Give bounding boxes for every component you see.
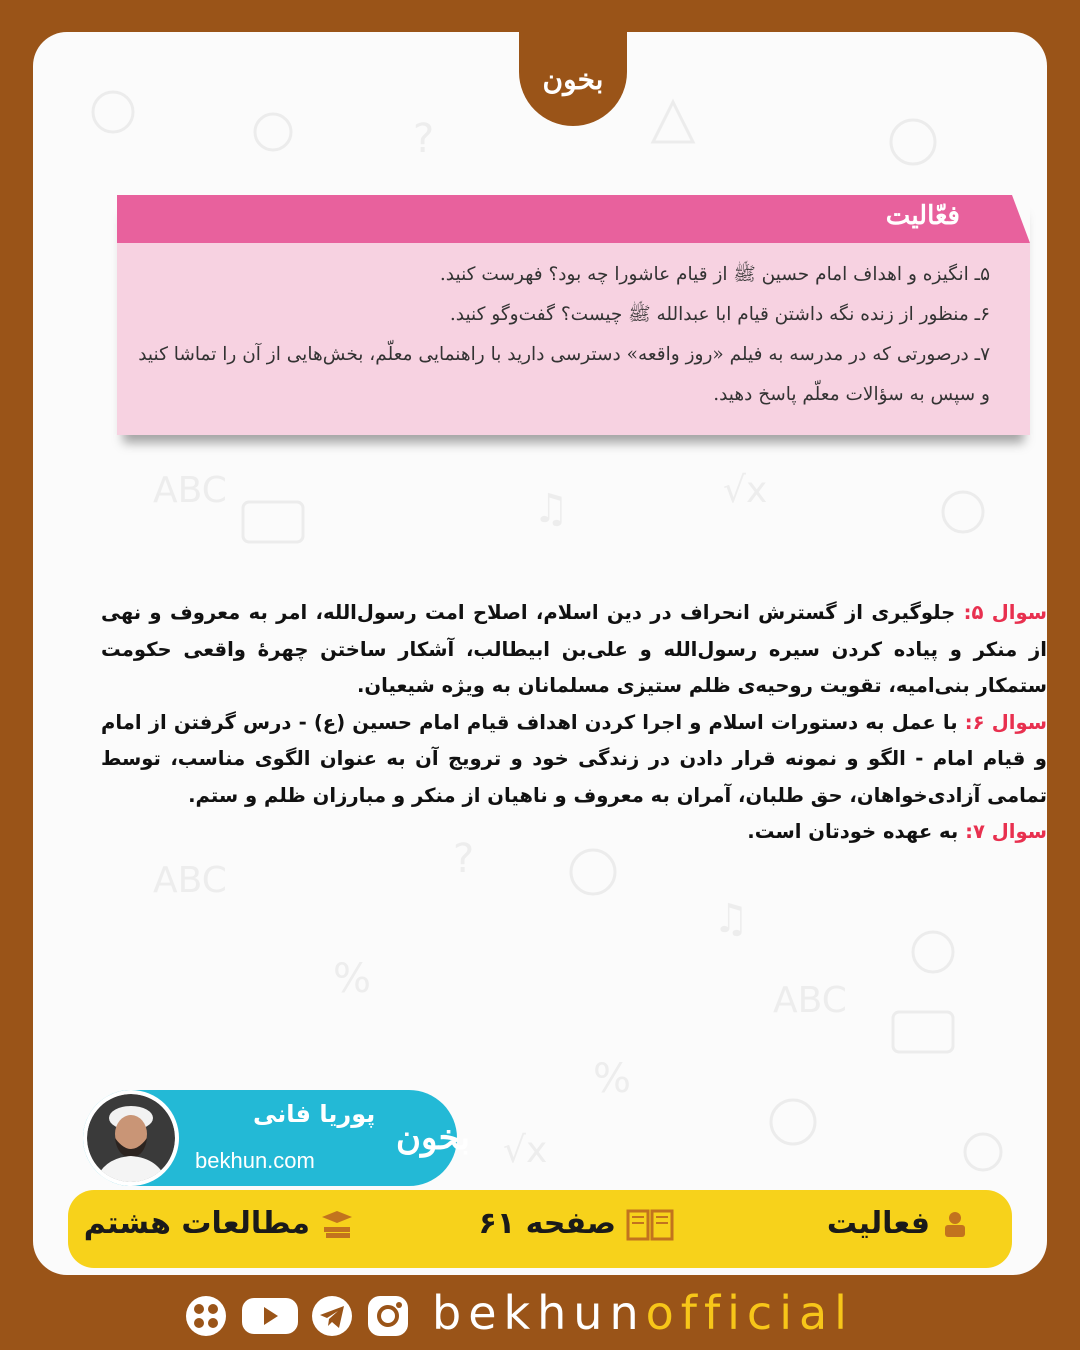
svg-text:?: ? [453,836,475,882]
answer-text: جلوگیری از گسترش انحراف در دین اسلام، اصلاح امت رسول‌الله، امر به معروف و نهی از منکر و پیاده کردن سیره رسول‌الله و علی‌بن ابیطالب، آشکار ساختن چهرهٔ واقعی حکومت ستمکار بنی‌امیه، تقویت روحیه‌ی ظلم ستیزی مسلمانان به ویژه شیعیان. [101,601,1047,697]
brand-logo: بخون [542,62,604,96]
answer-6 [101,705,1047,815]
svg-text:ABC: ABC [153,860,227,901]
content-card [33,32,1047,1275]
answers-block [101,595,1047,851]
avatar [83,1090,179,1186]
subject-label [84,1206,354,1241]
textbook-question-5: ۵ـ انگیزه و اهداف امام حسین ﷺ از قیام عاشورا چه بود؟ فهرست کنید. [439,264,990,285]
textbook-question-6: ۶ـ منظور از زنده نگه داشتن قیام ابا عبدالله ﷺ چیست؟ گفت‌وگو کنید. [449,304,990,325]
youtube-icon[interactable] [240,1294,300,1338]
page-text: صفحه ۶۱ [478,1206,616,1241]
activity-text: فعالیت [826,1206,930,1241]
answer-label: سوال ۷: [965,820,1047,843]
teacher-icon [940,1209,970,1239]
svg-text:%: % [593,1056,632,1102]
author-brand-logo: بخون [396,1118,470,1158]
author-name: پوریا فانی [253,1100,376,1128]
svg-text:?: ? [413,116,435,162]
brand-handle-accent: official [645,1286,854,1340]
graduation-books-icon [320,1209,354,1239]
answer-5 [101,595,1047,705]
svg-text:√x: √x [723,470,768,511]
aparat-icon[interactable] [184,1294,228,1338]
page-label [479,1206,674,1241]
textbook-question-7: ۷ـ درصورتی که در مدرسه به فیلم «روز واقعه» دسترسی دارید با راهنمایی معلّم، بخش‌هایی از آن را تماشا کنید [138,344,990,365]
answer-7 [101,814,1047,851]
author-photo-icon [87,1094,175,1182]
activity-label [827,1206,970,1241]
textbook-questions [117,243,1030,415]
svg-text:ABC: ABC [773,980,847,1021]
textbook-activity-header [117,195,1030,243]
svg-text:√x: √x [503,1130,548,1171]
textbook-activity-box [117,195,1030,435]
author-site[interactable]: bekhun.com [195,1148,315,1173]
info-bar [68,1190,1012,1268]
instagram-icon[interactable] [366,1294,410,1338]
brand-logo-badge [519,32,627,126]
svg-text:ABC: ABC [153,470,227,511]
telegram-icon[interactable] [310,1294,354,1338]
social-bar [180,1286,900,1346]
answer-text: به عهده خودتان است. [747,820,966,843]
header-corner [1012,195,1030,243]
author-badge[interactable] [83,1090,470,1186]
textbook-activity-title: فعّالیت [885,201,960,231]
svg-text:♫: ♫ [533,486,569,532]
subject-text: مطالعات هشتم [83,1206,310,1241]
answer-text: با عمل به دستورات اسلام و اجرا کردن اهداف قیام امام حسین (ع) - درس گرفتن از امام و قیام امام - الگو و نمونه قرار دادن در زندگی خود و ترویج آن به عنوان الگوی مناسب، توسط تمامی آزادی‌خواهان، حق طلبان، آمران به معروف و ناهیان از منکر و مبارزان ظلم و ستم. [101,710,1047,807]
answer-label: سوال ۶: [964,710,1047,734]
textbook-question-7-continued: و سپس به سؤالات معلّم پاسخ دهید. [713,384,990,405]
brand-handle-main: bekhun [432,1286,646,1340]
open-book-icon [626,1207,674,1241]
svg-text:%: % [333,956,372,1002]
answer-label: سوال ۵: [963,601,1047,624]
svg-text:♫: ♫ [713,896,749,942]
brand-handle[interactable] [432,1286,854,1340]
